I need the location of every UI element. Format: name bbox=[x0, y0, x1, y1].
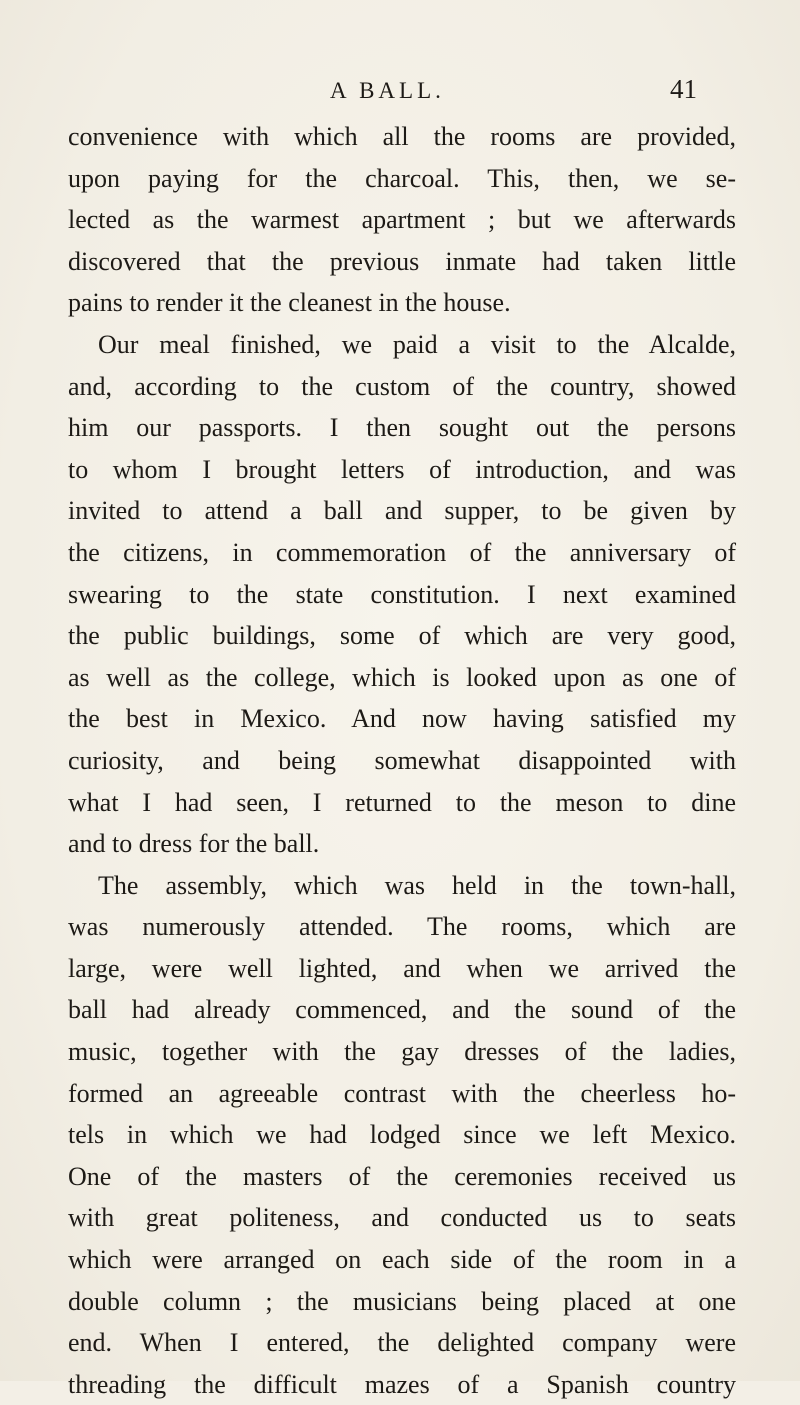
text-line: was numerously attended. The rooms, which are bbox=[68, 912, 736, 942]
text-line: to whom I brought letters of introduction, and was bbox=[68, 454, 736, 484]
text-line: as well as the college, which is looked upon as one of bbox=[68, 662, 736, 692]
text-line: swearing to the state constitution. I next examined bbox=[68, 579, 736, 609]
chapter-heading: A BALL. bbox=[330, 78, 445, 103]
text-line: discovered that the previous inmate had taken little bbox=[68, 246, 736, 276]
text-line: what I had seen, I returned to the meson to dine bbox=[68, 787, 736, 817]
text-line: with great politeness, and conducted us to seats bbox=[68, 1203, 736, 1233]
text-line: large, were well lighted, and when we arrived the bbox=[68, 953, 736, 983]
text-line: and, according to the custom of the country, showed bbox=[68, 371, 736, 401]
text-line: formed an agreeable contrast with the cheerless ho- bbox=[68, 1078, 736, 1108]
text-line: convenience with which all the rooms are provided, bbox=[68, 122, 736, 151]
text-line: ball had already commenced, and the sound of the bbox=[68, 995, 736, 1025]
text-line: end. When I entered, the delighted company were bbox=[68, 1328, 736, 1358]
text-line: the best in Mexico. And now having satisfied my bbox=[68, 704, 736, 734]
text-line: lected as the warmest apartment ; but we afterwards bbox=[68, 205, 736, 235]
text-line: The assembly, which was held in the town-hall, bbox=[98, 870, 736, 900]
text-line: threading the difficult mazes of a Spanish country bbox=[68, 1369, 736, 1399]
text-line: invited to attend a ball and supper, to be given by bbox=[68, 496, 736, 526]
text-line: and to dress for the ball. bbox=[68, 829, 320, 859]
text-line: double column ; the musicians being placed at one bbox=[68, 1286, 736, 1316]
text-line: pains to render it the cleanest in the house. bbox=[68, 288, 511, 318]
body-text bbox=[68, 116, 736, 1405]
page-number: 41 bbox=[670, 74, 697, 104]
text-line: him our passports. I then sought out the persons bbox=[68, 413, 736, 443]
running-head bbox=[0, 72, 800, 112]
text-line: the public buildings, some of which are very good, bbox=[68, 621, 736, 651]
text-line: curiosity, and being somewhat disappointed with bbox=[68, 745, 736, 775]
text-line: the citizens, in commemoration of the anniversary of bbox=[68, 537, 736, 567]
text-line: tels in which we had lodged since we left Mexico. bbox=[68, 1120, 736, 1150]
text-line: Our meal finished, we paid a visit to the Alcalde, bbox=[98, 329, 736, 359]
text-line: One of the masters of the ceremonies received us bbox=[68, 1161, 736, 1191]
text-line: upon paying for the charcoal. This, then, we se- bbox=[68, 163, 736, 193]
text-line: music, together with the gay dresses of the ladies, bbox=[68, 1037, 736, 1067]
text-line: which were arranged on each side of the room in a bbox=[68, 1245, 736, 1275]
